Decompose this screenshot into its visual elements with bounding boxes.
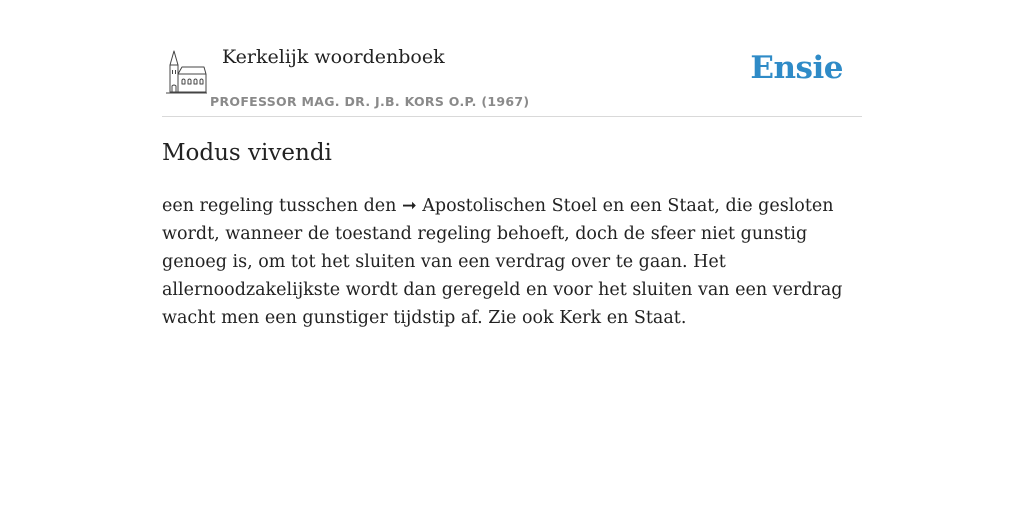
cross-reference-link[interactable]: Apostolischen Stoel bbox=[422, 196, 598, 216]
definition-text-end: en een Staat, die gesloten wordt, wanneer de toestand regeling behoeft, doch de sfeer niet gunstig genoeg is, om tot het sluiten van een verdrag over te gaan. Het allernoodzakelijkste wordt dan geregeld en voor het sluiten van een verdrag wacht men een gunstiger tijdstip af. Zie ook Kerk en Staat. bbox=[162, 196, 843, 328]
arrow-right-icon: ➞ bbox=[401, 196, 417, 216]
page-container bbox=[162, 0, 862, 328]
entry-definition bbox=[162, 192, 862, 332]
definition-text-start: een regeling tusschen den bbox=[162, 196, 402, 216]
church-icon[interactable] bbox=[165, 50, 207, 94]
book-header bbox=[162, 0, 862, 117]
book-author: PROFESSOR MAG. DR. J.B. KORS O.P. (1967) bbox=[210, 94, 530, 109]
book-title-link[interactable]: Kerkelijk woordenboek bbox=[222, 46, 445, 68]
entry-headword: Modus vivendi bbox=[162, 140, 332, 166]
ensie-logo-link[interactable]: Ensie bbox=[750, 50, 843, 86]
